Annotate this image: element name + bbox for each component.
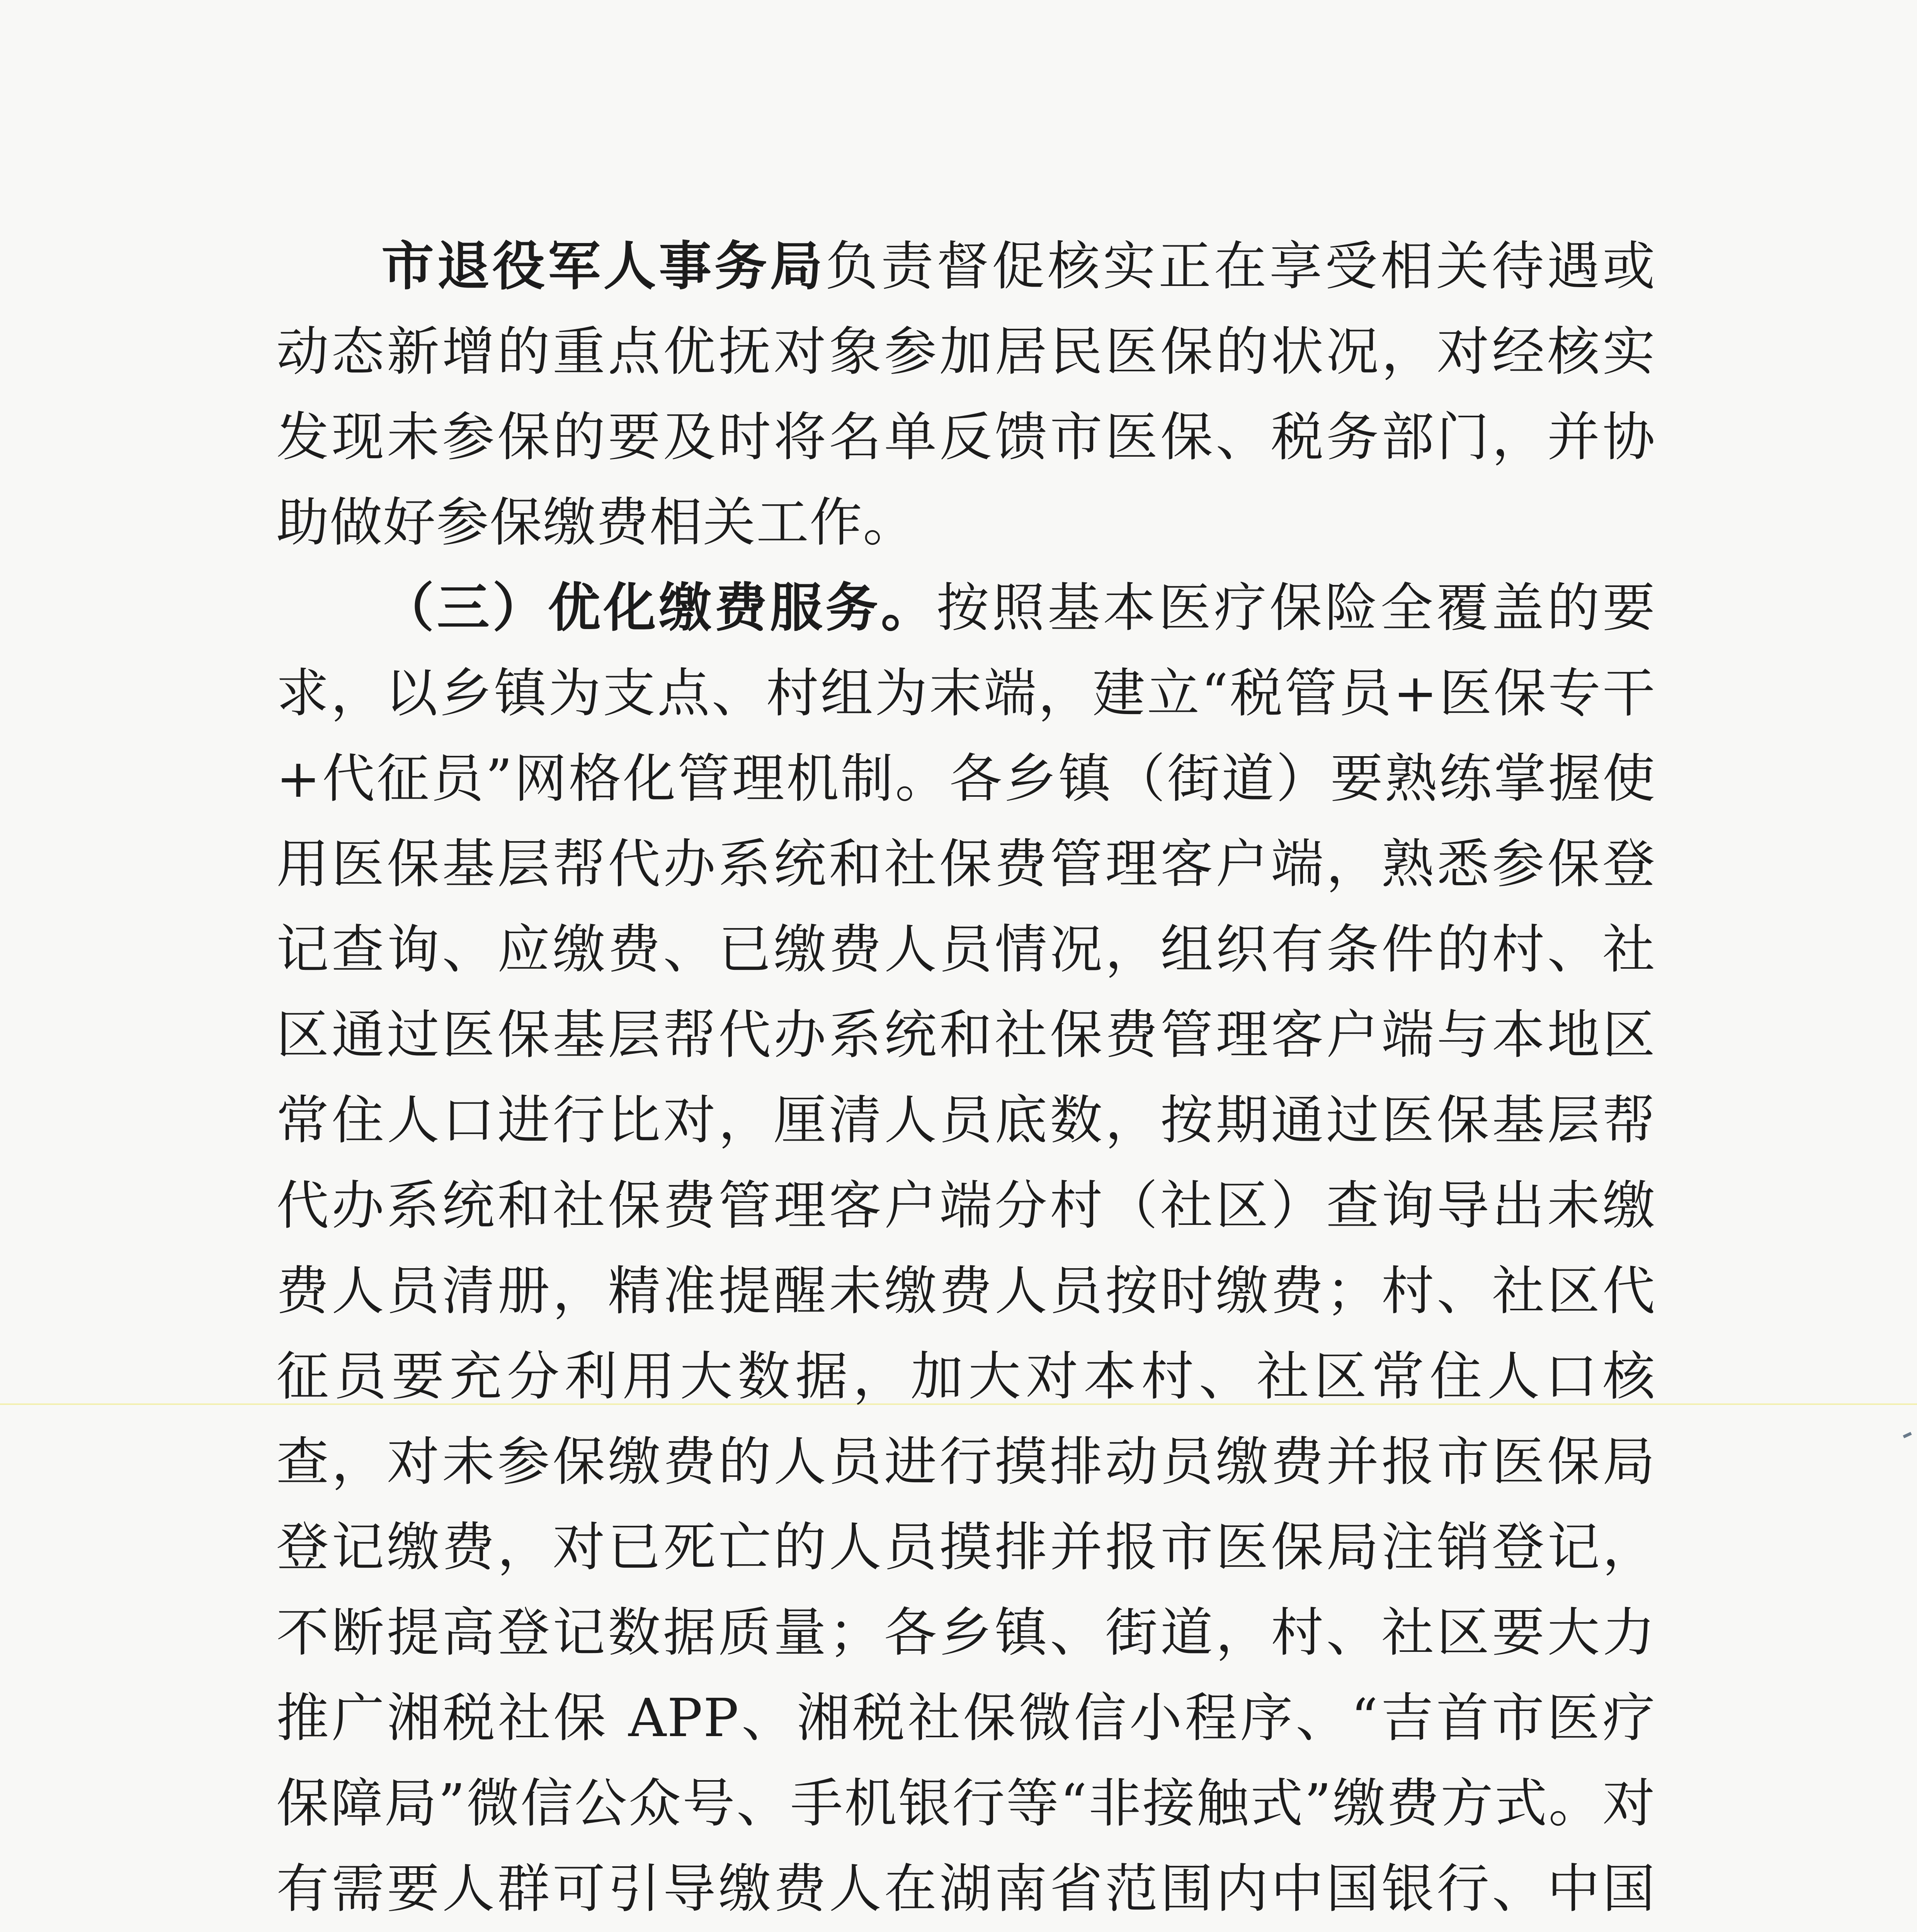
scan-artifact-mark [1903, 1432, 1912, 1439]
paragraph-optimize-payment-service [276, 566, 1656, 1932]
paragraph-text: 负责督促核实正在享受相关待遇或动态新增的重点优抚对象参加居民医保的状况，对经核实发现未参保的要及时将名单反馈市医保、税务部门，并协助做好参保缴费相关工作。 [276, 236, 1656, 553]
paragraph-lead: 市退役军人事务局 [381, 236, 826, 297]
paragraph-veterans-affairs [276, 224, 1656, 566]
section-heading: （三）优化缴费服务。 [381, 578, 937, 639]
document-body [276, 224, 1656, 1932]
paragraph-text: 按照基本医疗保险全覆盖的要求，以乡镇为支点、村组为末端，建立“税管员+医保专干+代征员”网格化管理机制。各乡镇（街道）要熟练掌握使用医保基层帮代办系统和社保费管理客户端，熟悉参保登记查询、应缴费、已缴费人员情况，组织有条件的村、社区通过医保基层帮代办系统和社保费管理客户端与本地区常住人口进行比对，厘清人员底数，按期通过医保基层帮代办系统和社保费管理客户端分村（社区）查询导出未缴费人员清册，精准提醒未缴费人员按时缴费；村、社区代征员要充分利用大数据，加大对本村、社区常住人口核查，对未参保缴费的人员进行摸排动员缴费并报市医保局登记缴费，对已死亡的人员摸排并报市医保局注销登记，不断提高登记数据质量；各乡镇、街道，村、社区要大力推广湘税社保 APP、湘税社保微信小程序、“吉首市医疗保障局”微信公众号、手机银行等“非接触式”缴费方式。对有需要人群可引导缴费人在湖南省范围内中国银行、中国 [276, 578, 1656, 1920]
